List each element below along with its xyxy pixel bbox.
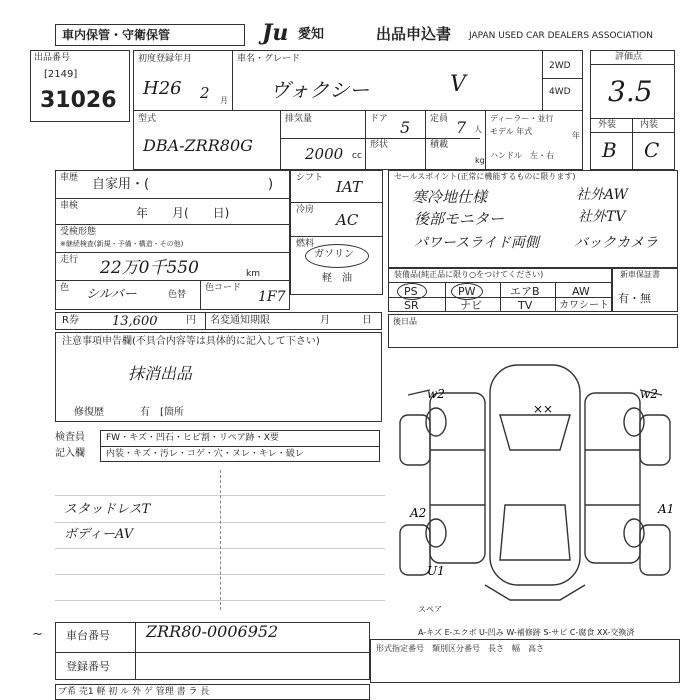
notation-row-2: 内装・キズ・汚レ・コゲ・穴・ヌレ・キレ・破レ <box>106 449 304 459</box>
capacity-label: 定員 <box>430 114 449 124</box>
damage-legend: A-キズ E-エクボ U-凹み W-補修跡 S-サビ C-腐食 XX-交換済 <box>418 628 635 637</box>
repair-history-label: 修復歴 <box>74 407 104 418</box>
fuel-diesel: 軽 油 <box>322 273 352 284</box>
recycle-label: R券 <box>62 315 79 326</box>
svg-text:w2: w2 <box>640 387 658 401</box>
svg-text:A2: A2 <box>410 506 427 520</box>
documents-items: ブ希 売1 軽 初 ル 外 ゲ 管理 書 ラ 長 <box>58 687 210 697</box>
reg-year-value: H26 <box>143 78 182 99</box>
svg-text:××: ×× <box>533 402 554 416</box>
option-navi: ナビ <box>460 299 482 312</box>
sales-point-6: バックカメラ <box>574 235 658 251</box>
doors-label: ドア <box>370 114 388 124</box>
history-label: 車歴 <box>60 173 79 183</box>
mileage-value: 22万0千550 <box>100 258 199 278</box>
drive-2wd: 2WD <box>549 61 571 71</box>
color-code-value: 1F7 <box>258 289 286 305</box>
storage-label: 車内保管・守衛保管 <box>62 28 171 42</box>
interior-grade: C <box>644 138 660 162</box>
aftermarket-label: 後日品 <box>393 317 417 326</box>
sales-points-label: セールスポイント(正常に機能するものに限ります) <box>394 172 576 181</box>
capacity-value: 7 <box>456 118 467 137</box>
sales-point-1: 寒冷地仕様 <box>412 188 488 206</box>
shift-value: IAT <box>336 178 362 196</box>
model-name-value: ヴォクシー <box>270 78 370 102</box>
color-value: シルバー <box>86 287 137 302</box>
type-label: 型式 <box>138 114 157 124</box>
shape-label: 形状 <box>370 140 389 150</box>
yen-unit: 円 <box>186 315 196 326</box>
dealer-label: ディーラー・並行 <box>490 114 554 123</box>
kg-unit: kg <box>475 156 485 165</box>
model-name-label: 車名・グレード <box>237 54 301 64</box>
sales-point-4: 社外AW <box>576 187 628 203</box>
option-sr: SR <box>404 299 419 312</box>
dimensions-label: 形式指定番号 類別区分番号 長さ 幅 高さ <box>376 644 544 653</box>
spare-label: スペア <box>418 605 442 614</box>
form-title: 出品申込書 <box>376 25 452 43</box>
exhibit-number: 31026 <box>40 88 117 113</box>
person-unit: 人 <box>474 125 482 134</box>
fuel-gasoline: ガソリン <box>314 249 354 260</box>
cc-unit: cc <box>352 151 362 161</box>
km-unit: km <box>246 269 260 279</box>
option-leather: カワシート <box>559 300 609 311</box>
recycle-amount: 13,600 <box>112 314 158 329</box>
memo-tv: ボディーAV <box>64 527 134 542</box>
displacement-value: 2000 <box>305 145 344 163</box>
color-label: 色 <box>60 283 70 293</box>
pw-circle <box>451 283 483 300</box>
sales-point-2: 後部モニター <box>414 210 505 228</box>
reception-note: ※継続検査(新規・予備・構造・その他) <box>60 240 184 248</box>
displacement-label: 排気量 <box>285 114 313 124</box>
reg-month-value: 2 <box>200 84 210 102</box>
inspector-label-1: 検査員 <box>55 432 85 443</box>
notes-value: 抹消出品 <box>128 364 193 383</box>
ac-label: 冷房 <box>296 205 315 215</box>
handle-label: ハンドル 左・右 <box>490 151 554 160</box>
registration-label: 登録番号 <box>66 660 110 673</box>
fuel-label: 燃料 <box>296 239 315 249</box>
ps-circle <box>397 283 427 300</box>
reception-label: 受検形態 <box>60 227 97 237</box>
aftermarket-box <box>388 314 678 348</box>
notes-label: 注意事項申告欄(不具合内容等は具体的に記入して下さい) <box>62 336 320 347</box>
ju-logo: Ju <box>262 20 289 46</box>
shift-label: シフト <box>296 173 324 183</box>
svg-text:w2: w2 <box>427 387 445 401</box>
history-value: 自家用・( <box>92 177 150 192</box>
month-unit: 月 <box>220 96 228 105</box>
association-name: JAPAN USED CAR DEALERS ASSOCIATION <box>469 31 653 41</box>
ac-value: AC <box>336 211 359 229</box>
doors-value: 5 <box>400 118 411 137</box>
vehicle-damage-diagram <box>390 355 680 615</box>
notation-row-1: FW・キズ・凹石・ヒビ割・リペア跡・X要 <box>106 433 279 443</box>
mileage-label: 走行 <box>60 255 79 265</box>
drive-4wd: 4WD <box>549 87 571 97</box>
option-pw: PW <box>458 285 476 298</box>
chassis-number: ZRR80-0006952 <box>146 622 279 641</box>
option-tv: TV <box>518 299 533 312</box>
evaluation-score: 3.5 <box>608 75 653 108</box>
sales-point-5: 社外TV <box>578 209 626 225</box>
ju-aichi-label: 愛知 <box>298 27 325 42</box>
name-change-label: 名変通知期限 <box>210 315 270 326</box>
chassis-label: 車台番号 <box>66 629 110 642</box>
svg-text:U1: U1 <box>427 564 445 578</box>
option-airbag: エアB <box>510 285 540 298</box>
margin-mark: ∼ <box>32 627 43 642</box>
repair-history-value: 有 [箇所 <box>140 407 184 418</box>
warranty-options: 有・無 <box>618 292 651 305</box>
exterior-label: 外装 <box>598 120 617 130</box>
type-value: DBA-ZRR80G <box>143 136 253 155</box>
evaluation-label: 評価点 <box>615 52 643 62</box>
option-aw: AW <box>572 285 590 298</box>
memo-studless: スタッドレスT <box>64 502 151 517</box>
model-year-label: モデル 年式 <box>490 127 533 136</box>
exhibit-label: 出品番号 <box>34 53 71 63</box>
history-paren: ) <box>268 177 274 192</box>
exterior-grade: B <box>602 138 617 162</box>
name-change-month: 月 <box>320 315 330 326</box>
first-registration-label: 初度登録年月 <box>138 54 193 64</box>
warranty-label: 新車保証書 <box>620 270 660 279</box>
grade-value: V <box>450 72 466 97</box>
interior-label: 内装 <box>640 120 659 130</box>
load-label: 積載 <box>430 140 449 150</box>
lot-code: [2149] <box>44 69 78 80</box>
inspection-label: 車検 <box>60 201 79 211</box>
options-label: 装備品(純正品に限り○をつけてください) <box>394 270 544 279</box>
option-ps: PS <box>404 285 418 298</box>
inspection-value: 年 月( 日) <box>136 206 230 220</box>
svg-text:A1: A1 <box>658 502 675 516</box>
color-change-label: 色替 <box>168 290 187 300</box>
inspector-label-2: 記入欄 <box>55 448 85 459</box>
sales-point-3: パワースライド両側 <box>414 235 539 251</box>
year-unit: 年 <box>572 131 580 140</box>
name-change-day: 日 <box>362 315 372 326</box>
color-code-label: 色コード <box>205 283 242 293</box>
